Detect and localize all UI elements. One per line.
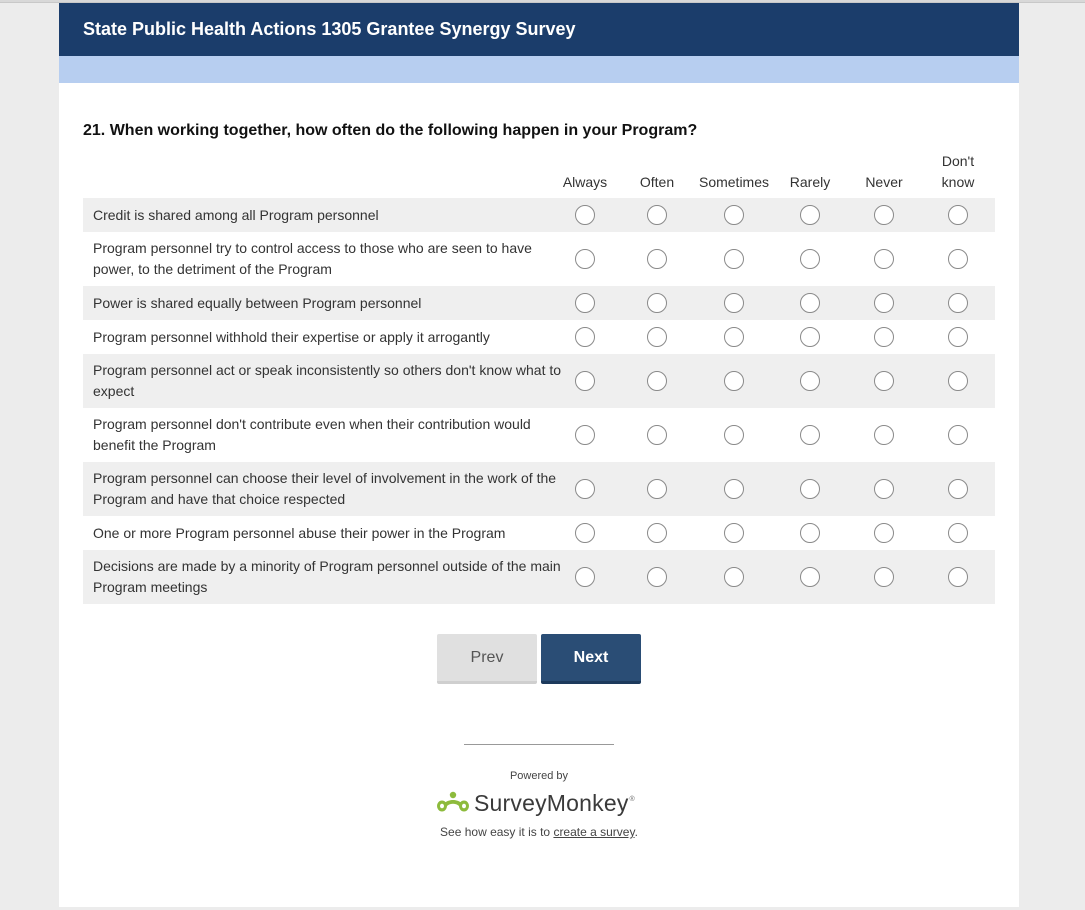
row-label: Program personnel can choose their level of involvement in the work of the Program and have that choice respected — [93, 470, 557, 507]
radio-never[interactable] — [874, 425, 894, 445]
footer-divider — [464, 744, 614, 745]
radio-always[interactable] — [575, 371, 595, 391]
radio-never[interactable] — [874, 523, 894, 543]
survey-header — [59, 3, 1019, 56]
footer-tagline — [59, 825, 1019, 839]
radio-often[interactable] — [647, 371, 667, 391]
radio-rarely[interactable] — [800, 479, 820, 499]
radio-rarely[interactable] — [800, 249, 820, 269]
radio-sometimes[interactable] — [724, 567, 744, 587]
survey-title: State Public Health Actions 1305 Grantee Synergy Survey — [83, 19, 576, 39]
registered-mark: ® — [629, 795, 635, 803]
radio-always[interactable] — [575, 249, 595, 269]
radio-often[interactable] — [647, 567, 667, 587]
radio-sometimes[interactable] — [724, 371, 744, 391]
radio-dont-know[interactable] — [948, 567, 968, 587]
radio-often[interactable] — [647, 479, 667, 499]
powered-by-label: Powered by — [509, 770, 569, 782]
matrix-row — [83, 232, 995, 286]
radio-sometimes[interactable] — [724, 425, 744, 445]
navigation-buttons — [437, 634, 641, 684]
radio-often[interactable] — [647, 293, 667, 313]
radio-often[interactable] — [647, 327, 667, 347]
radio-dont-know[interactable] — [948, 371, 968, 391]
matrix-row — [83, 462, 995, 516]
surveymonkey-logo[interactable] — [436, 788, 646, 818]
surveymonkey-logo-icon — [436, 789, 470, 817]
radio-rarely[interactable] — [800, 425, 820, 445]
matrix-row — [83, 354, 995, 408]
radio-never[interactable] — [874, 567, 894, 587]
question-title: 21. When working together, how often do the following happen in your Program? — [83, 122, 698, 139]
radio-never[interactable] — [874, 479, 894, 499]
row-label: Program personnel act or speak inconsistently so others don't know what to expect — [93, 362, 562, 399]
prev-button[interactable]: Prev — [437, 634, 537, 684]
radio-often[interactable] — [647, 249, 667, 269]
radio-sometimes[interactable] — [724, 293, 744, 313]
radio-sometimes[interactable] — [724, 523, 744, 543]
radio-always[interactable] — [575, 479, 595, 499]
radio-dont-know[interactable] — [948, 293, 968, 313]
survey-progress-bar — [59, 56, 1019, 83]
row-label: Program personnel withhold their expertise or apply it arrogantly — [93, 328, 490, 345]
radio-dont-know[interactable] — [948, 327, 968, 347]
radio-always[interactable] — [575, 205, 595, 225]
radio-always[interactable] — [575, 567, 595, 587]
radio-sometimes[interactable] — [724, 479, 744, 499]
column-header-often: Often — [639, 174, 675, 190]
matrix-grid — [83, 153, 995, 604]
matrix-row — [83, 320, 995, 354]
matrix-row — [83, 286, 995, 320]
row-label: One or more Program personnel abuse their power in the Program — [93, 524, 506, 541]
radio-never[interactable] — [874, 205, 894, 225]
radio-dont-know[interactable] — [948, 249, 968, 269]
radio-always[interactable] — [575, 523, 595, 543]
radio-rarely[interactable] — [800, 327, 820, 347]
row-label: Program personnel try to control access to those who are seen to have power, to the detriment of the Program — [93, 240, 532, 277]
radio-rarely[interactable] — [800, 371, 820, 391]
radio-dont-know[interactable] — [948, 523, 968, 543]
column-header-rarely: Rarely — [789, 174, 831, 190]
survey-page — [59, 3, 1019, 907]
radio-dont-know[interactable] — [948, 479, 968, 499]
column-header-never: Never — [865, 174, 903, 190]
radio-always[interactable] — [575, 425, 595, 445]
radio-often[interactable] — [647, 425, 667, 445]
matrix-row — [83, 198, 995, 232]
tagline-suffix: . — [634, 825, 638, 839]
radio-often[interactable] — [647, 523, 667, 543]
matrix-row — [83, 408, 995, 462]
radio-rarely[interactable] — [800, 293, 820, 313]
radio-often[interactable] — [647, 205, 667, 225]
radio-sometimes[interactable] — [724, 205, 744, 225]
matrix-row — [83, 516, 995, 550]
radio-sometimes[interactable] — [724, 249, 744, 269]
radio-rarely[interactable] — [800, 567, 820, 587]
row-label: Credit is shared among all Program personnel — [93, 206, 379, 223]
radio-never[interactable] — [874, 293, 894, 313]
matrix-row — [83, 550, 995, 604]
radio-rarely[interactable] — [800, 523, 820, 543]
column-header-sometimes: Sometimes — [698, 174, 770, 190]
radio-never[interactable] — [874, 327, 894, 347]
radio-always[interactable] — [575, 327, 595, 347]
row-label: Decisions are made by a minority of Program personnel outside of the main Program meetings — [93, 558, 561, 595]
next-button[interactable]: Next — [541, 634, 641, 684]
row-label: Power is shared equally between Program personnel — [93, 294, 422, 311]
radio-dont-know[interactable] — [948, 205, 968, 225]
column-header-dont-know: Don't know — [941, 153, 975, 190]
tagline-prefix: See how easy it is to — [440, 825, 554, 839]
radio-sometimes[interactable] — [724, 327, 744, 347]
matrix-column-headers — [83, 153, 995, 198]
radio-always[interactable] — [575, 293, 595, 313]
radio-never[interactable] — [874, 371, 894, 391]
column-header-always: Always — [562, 174, 608, 190]
radio-rarely[interactable] — [800, 205, 820, 225]
row-label: Program personnel don't contribute even when their contribution would benefit the Program — [93, 416, 531, 453]
radio-dont-know[interactable] — [948, 425, 968, 445]
surveymonkey-wordmark: SurveyMonkey — [474, 789, 629, 816]
create-survey-link[interactable]: create a survey — [553, 825, 635, 839]
radio-never[interactable] — [874, 249, 894, 269]
